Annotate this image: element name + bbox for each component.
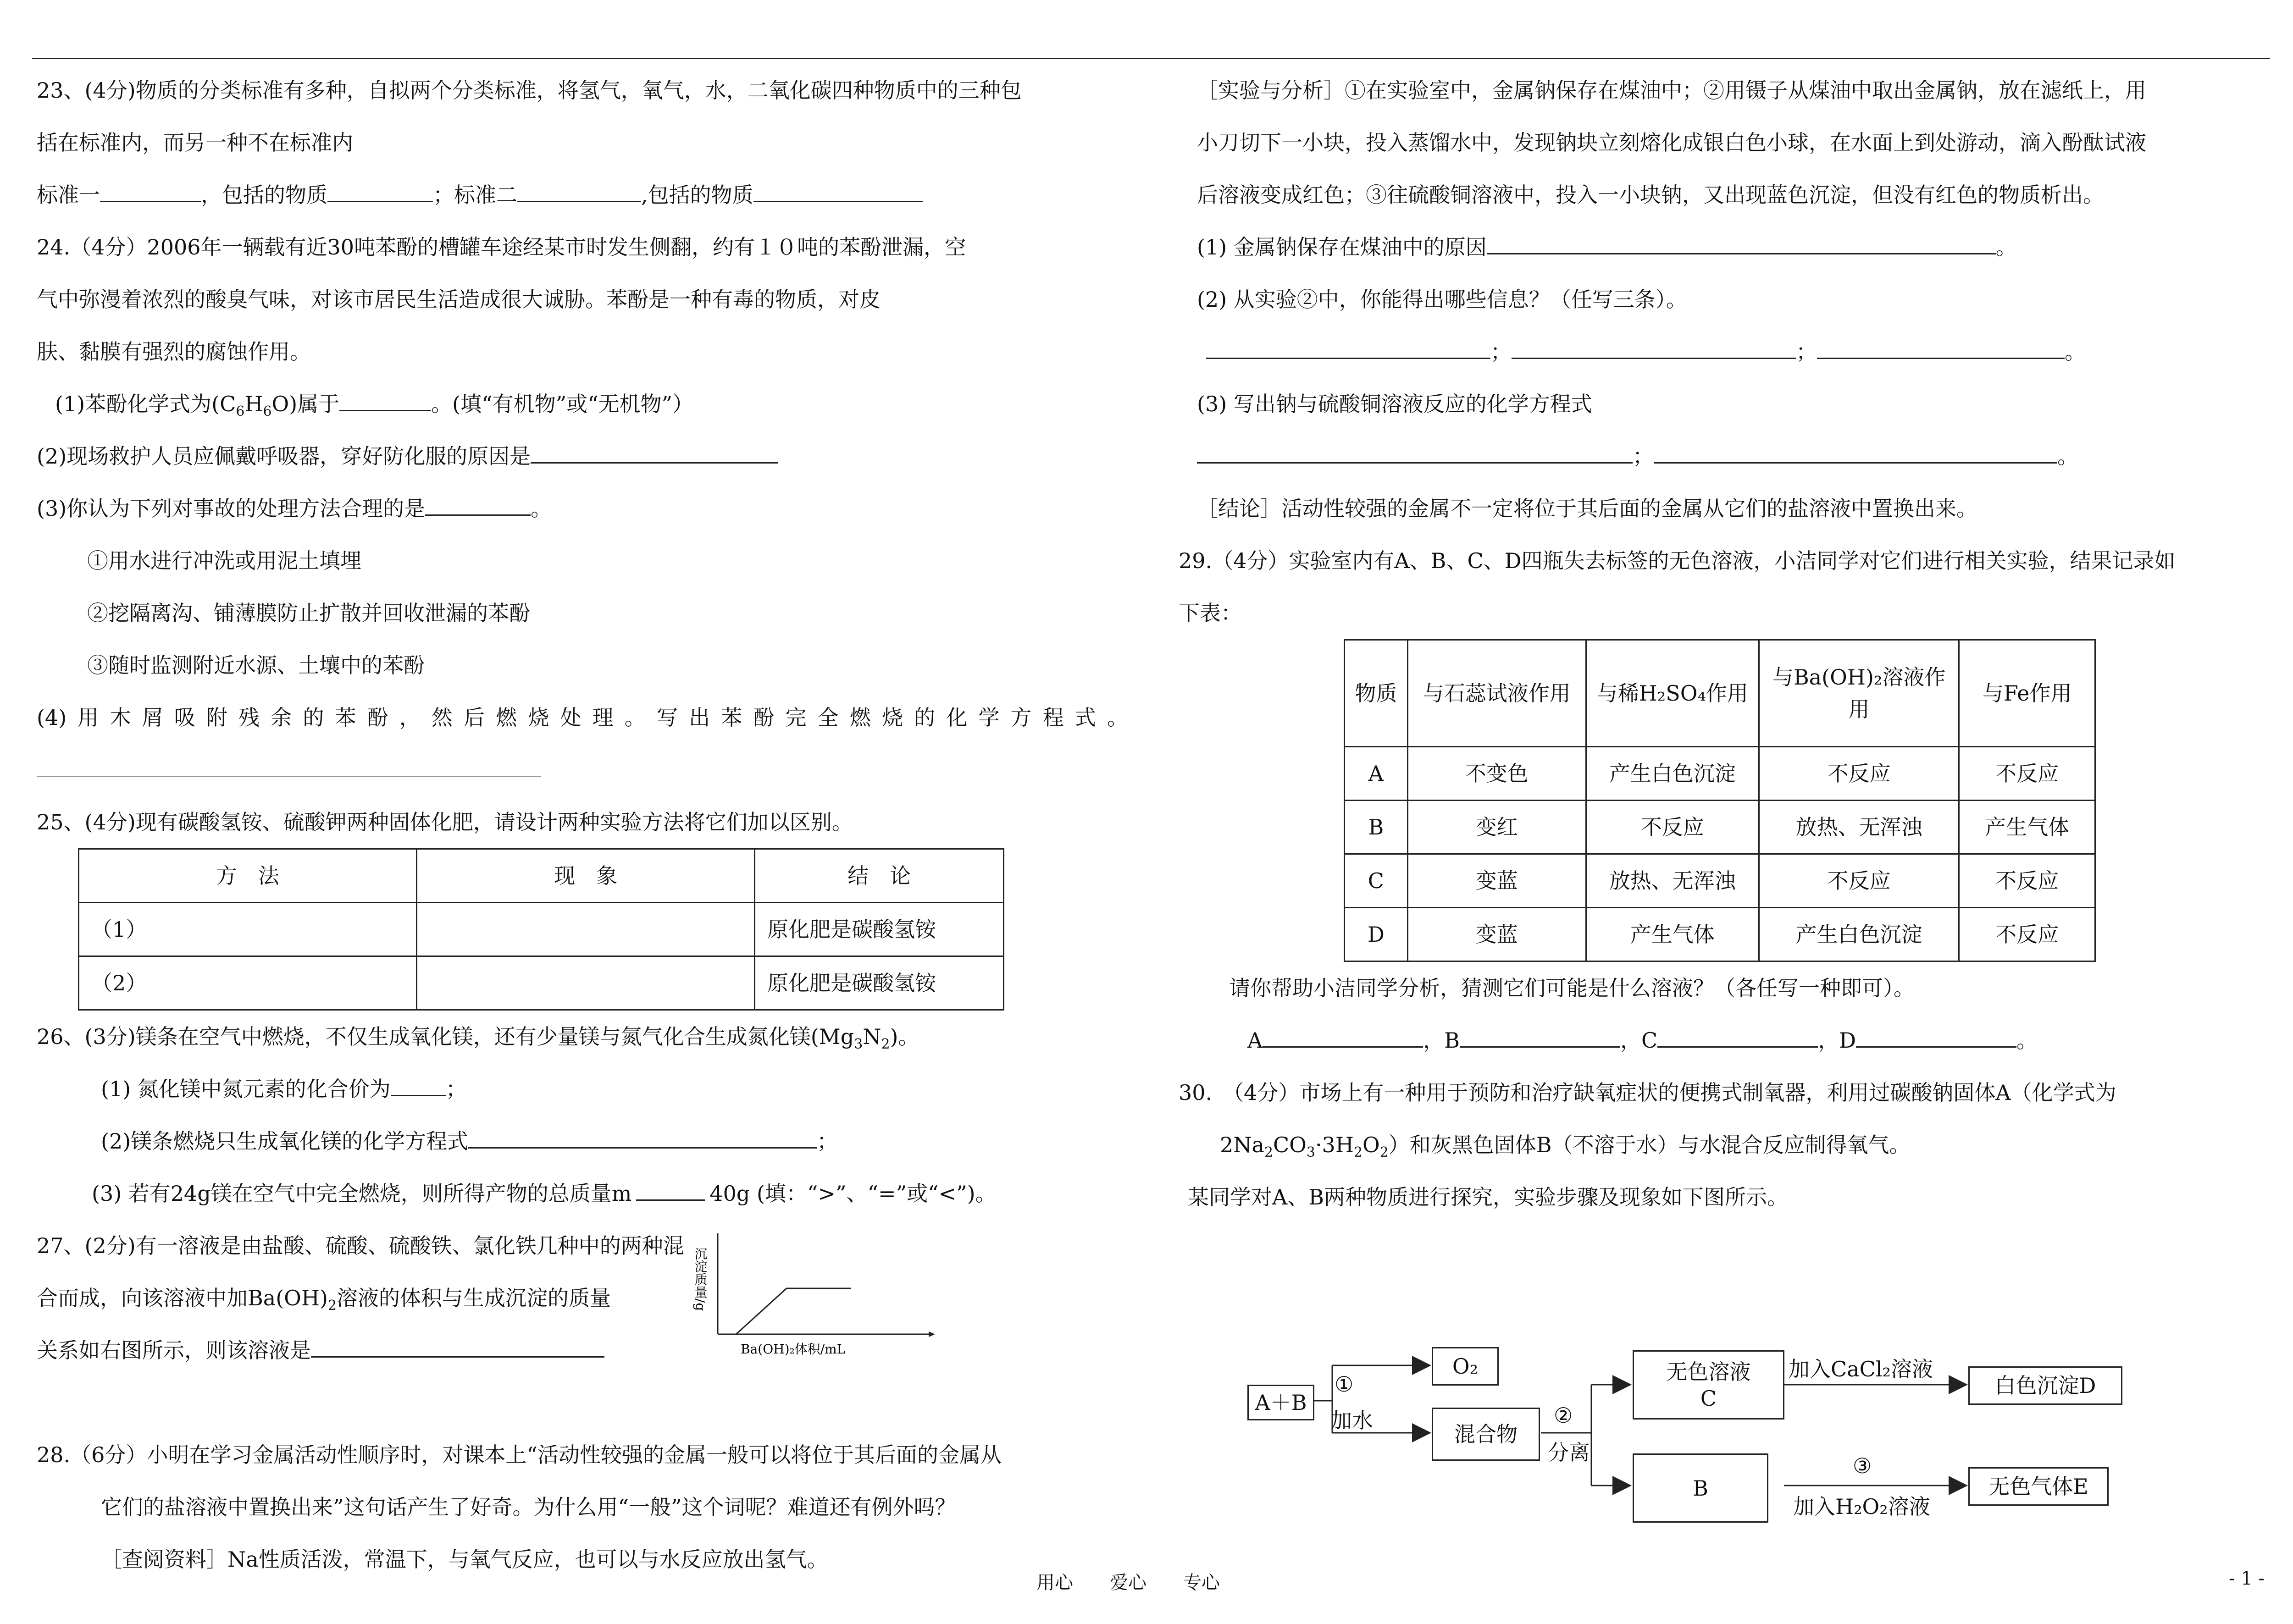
q24-part1 xyxy=(37,378,1160,430)
q29-answer-blank[interactable] xyxy=(1263,1028,1423,1048)
punctuation: 。 xyxy=(2057,444,2078,469)
q25-header-phenomenon: 现 象 xyxy=(417,849,755,903)
q29-label-a: A xyxy=(1247,1028,1263,1053)
q30-line1: 30. （4分）市场上有一种用于预防和治疗缺氧症状的便携式制氧器，利用过碳酸钠固体A（化学式为 xyxy=(1179,1080,2116,1105)
q24-option-3: ③随时监测附近水源、土壤中的苯酚 xyxy=(87,653,425,678)
q29-cell: A xyxy=(1345,747,1408,801)
q23-include-2-label: ,包括的物质 xyxy=(641,182,753,207)
flow-node-solution-c-letter: C xyxy=(1700,1386,1717,1411)
table-row xyxy=(79,903,1004,956)
q26-part1-text: (1) 氮化镁中氮元素的化合价为 xyxy=(101,1077,391,1101)
exp-line3: 后溶液变成红色；③往硫酸铜溶液中，投入一小块钠，又出现蓝色沉淀，但没有红色的物质析出。 xyxy=(1197,182,2104,207)
q26-text: )。 xyxy=(890,1024,919,1049)
q24-part2-text: (2)现场救护人员应佩戴呼吸器，穿好防化服的原因是 xyxy=(37,444,531,469)
q27-graph-xlabel: Ba(OH)₂体积/mL xyxy=(741,1342,846,1357)
subscript: 6 xyxy=(263,403,272,420)
q25-table xyxy=(78,848,1004,1011)
q29-cell: 产生气体 xyxy=(1586,908,1759,961)
q24-part1-text: H xyxy=(244,392,263,416)
q30-line2 xyxy=(1179,1119,2279,1171)
q24-part3-text: (3)你认为下列对事故的处理方法合理的是 xyxy=(37,496,426,521)
q25-cell-conclusion: 原化肥是碳酸氢铵 xyxy=(755,903,1004,956)
subscript: 2 xyxy=(1264,1144,1273,1161)
q27-graph-ylabel: 沉淀质量/g xyxy=(692,1247,708,1311)
flow-reagent-h2o2: 加入H₂O₂溶液 xyxy=(1793,1494,1930,1519)
q29-line1: 29.（4分）实验室内有A、B、C、D四瓶失去标签的无色溶液，小洁同学对它们进行相关实验，结果记录如 xyxy=(1179,548,2176,573)
flow-node-solution-c-text: 无色溶液 xyxy=(1666,1359,1751,1384)
q25-cell-conclusion: 原化肥是碳酸氢铵 xyxy=(755,956,1004,1010)
q29-answers xyxy=(1179,1014,2279,1066)
flow-step-2: ② xyxy=(1554,1403,1573,1428)
q24-part4-text: (4)用木屑吸附残余的苯酚，然后燃烧处理。写出苯酚完全燃烧的化学方程式。 xyxy=(37,705,1128,730)
q26-answer-blank[interactable] xyxy=(636,1181,705,1201)
q24-answer-blank[interactable] xyxy=(339,392,431,411)
q29-cell: 变蓝 xyxy=(1407,908,1586,961)
q23-include-1-label: ，包括的物质 xyxy=(201,182,327,207)
exp-part2-answers xyxy=(1179,326,2279,378)
q29-line2: 下表： xyxy=(1179,601,1242,625)
punctuation: 。 xyxy=(531,496,552,521)
q29-cell: 不反应 xyxy=(1759,854,1959,908)
q24-part4 xyxy=(37,691,1128,744)
q26-part3-text: (3) 若有24g镁在空气中完全燃烧，则所得产物的总质量m xyxy=(92,1181,632,1206)
q29-answer-blank[interactable] xyxy=(1856,1028,2016,1048)
q29-cell: 不反应 xyxy=(1959,854,2095,908)
punctuation: ； xyxy=(1490,339,1512,364)
q25-cell-method: （2） xyxy=(79,956,417,1010)
q29-header: 与Ba(OH)₂溶液作用 xyxy=(1759,640,1959,747)
subscript: 2 xyxy=(881,1036,890,1053)
exp-answer-blank[interactable] xyxy=(1817,339,2065,359)
q25-header-conclusion: 结 论 xyxy=(755,849,1004,903)
flow-step-2-label: 分离 xyxy=(1548,1440,1590,1465)
q30-flowchart xyxy=(1229,1320,2146,1531)
flow-node-precipitate-d: 白色沉淀D xyxy=(1968,1366,2122,1405)
q29-ask: 请你帮助小洁同学分析，猜测它们可能是什么溶液？（各任写一种即可）。 xyxy=(1229,976,1915,1000)
q26-line1 xyxy=(37,1011,1160,1063)
q23-answer-blank[interactable] xyxy=(100,182,201,202)
q23-line3 xyxy=(37,169,1160,221)
table-row xyxy=(1345,854,2095,908)
q30-line3: 某同学对A、B两种物质进行探究，实验步骤及现象如下图所示。 xyxy=(1188,1185,1789,1210)
q29-cell: B xyxy=(1345,801,1408,854)
q26-part3-hint: 40g (填：“>”、“=”或“<”)。 xyxy=(709,1181,997,1206)
punctuation: ； xyxy=(445,1077,467,1101)
punctuation: 。 xyxy=(2065,339,2086,364)
q29-cell: 变红 xyxy=(1407,801,1586,854)
left-column xyxy=(37,64,1160,1585)
q24-option-1: ①用水进行冲洗或用泥土填埋 xyxy=(87,548,361,573)
q26-part2-text: (2)镁条燃烧只生成氧化镁的化学方程式 xyxy=(101,1129,469,1154)
q24-part3 xyxy=(37,482,1160,535)
table-row xyxy=(1345,801,2095,854)
q27-text: 合而成，向该溶液中加Ba(OH) xyxy=(37,1286,328,1310)
q25-cell-phenomenon[interactable] xyxy=(417,956,755,1010)
q29-label-d: ，D xyxy=(1818,1028,1856,1053)
q27-graph-arrow xyxy=(929,1331,935,1337)
table-row xyxy=(79,956,1004,1010)
q26-answer-blank[interactable] xyxy=(468,1129,817,1149)
q29-cell: 放热、无浑浊 xyxy=(1759,801,1959,854)
q29-cell: 不反应 xyxy=(1586,801,1759,854)
q29-header: 物质 xyxy=(1345,640,1408,747)
punctuation: 。 xyxy=(1995,235,2017,260)
q23-line1: 23、(4分)物质的分类标准有多种，自拟两个分类标准，将氢气，氧气，水，二氧化碳四种物质中的三种包 xyxy=(37,78,1022,103)
q29-cell: 产生白色沉淀 xyxy=(1759,908,1959,961)
q30-formula: 2Na xyxy=(1220,1132,1264,1157)
header-rule xyxy=(32,58,2270,59)
q24-part4-answer-line xyxy=(37,744,1160,796)
q29-cell: C xyxy=(1345,854,1408,908)
q29-header: 与稀H₂SO₄作用 xyxy=(1586,640,1759,747)
q23-standard-1-label: 标准一 xyxy=(37,182,100,207)
q25-cell-phenomenon[interactable] xyxy=(417,903,755,956)
q24-answer-blank[interactable] xyxy=(531,444,778,464)
q29-answer-blank[interactable] xyxy=(1657,1028,1818,1048)
q24-part1-text: O)属于 xyxy=(271,392,340,416)
q25-header-method: 方 法 xyxy=(79,849,417,903)
q26-part3 xyxy=(37,1167,1160,1220)
q28-line3: ［查阅资料］Na性质活泼，常温下，与氧气反应，也可以与水反应放出氢气。 xyxy=(101,1547,828,1572)
exp-line1: ［实验与分析］①在实验室中，金属钠保存在煤油中；②用镊子从煤油中取出金属钠，放在滤纸上，用 xyxy=(1197,78,2146,103)
exp-answer-blank[interactable] xyxy=(1197,444,1633,464)
q23-line2: 括在标准内，而另一种不在标准内 xyxy=(37,130,353,155)
q25-line1: 25、(4分)现有碳酸氢铵、硫酸钾两种固体化肥，请设计两种实验方法将它们加以区别。 xyxy=(37,810,853,834)
table-row xyxy=(1345,747,2095,801)
flow-step-1: ① xyxy=(1335,1372,1354,1397)
q29-label-b: ，B xyxy=(1423,1028,1460,1053)
flow-reagent-cacl2: 加入CaCl₂溶液 xyxy=(1789,1357,1933,1381)
subscript: 6 xyxy=(236,403,245,420)
q30-formula: CO xyxy=(1273,1132,1307,1157)
flow-node-solution-c xyxy=(1633,1350,1784,1420)
q24-line3: 肤、黏膜有强烈的腐蚀作用。 xyxy=(37,339,311,364)
q30-formula: ·3H xyxy=(1315,1132,1354,1157)
q26-text: 26、(3分)镁条在空气中燃烧，不仅生成氧化镁，还有少量镁与氮气化合生成氮化镁(Mg xyxy=(37,1024,854,1049)
q29-cell: 不反应 xyxy=(1959,747,2095,801)
q26-part1 xyxy=(37,1063,1160,1115)
exp-answer-blank[interactable] xyxy=(1487,235,1996,254)
q29-answer-blank[interactable] xyxy=(1460,1028,1620,1048)
q27-graph-curve xyxy=(736,1288,851,1334)
flow-step-1-label: 加水 xyxy=(1331,1408,1373,1433)
q24-part1-text: (1)苯酚化学式为(C xyxy=(55,392,236,416)
q29-header: 与石蕊试液作用 xyxy=(1407,640,1586,747)
q29-cell: 不变色 xyxy=(1407,747,1586,801)
q28-line2: 它们的盐溶液中置换出来”这句话产生了好奇。为什么用“一般”这个词呢？难道还有例外吗？ xyxy=(101,1495,956,1519)
q29-cell: 放热、无浑浊 xyxy=(1586,854,1759,908)
q27-text: 关系如右图所示，则该溶液是 xyxy=(37,1338,311,1363)
q29-cell: 不反应 xyxy=(1959,908,2095,961)
q24-answer-blank[interactable] xyxy=(425,496,531,516)
q25-cell-method: （1） xyxy=(79,903,417,956)
subscript: 3 xyxy=(1306,1144,1315,1161)
exp-conclusion: ［结论］活动性较强的金属不一定将位于其后面的金属从它们的盐溶液中置换出来。 xyxy=(1197,496,1977,521)
flow-node-a-plus-b: A＋B xyxy=(1247,1385,1314,1420)
page-number: - 1 - xyxy=(2229,1568,2265,1589)
q27-line1: 27、(2分)有一溶液是由盐酸、硫酸、硫酸铁、氯化铁几种中的两种混 xyxy=(37,1233,684,1258)
q23-answer-blank[interactable] xyxy=(327,182,433,202)
flow-node-b: B xyxy=(1633,1453,1768,1523)
exp-line2: 小刀切下一小块，投入蒸馏水中，发现钠块立刻熔化成银白色小球，在水面上到处游动，滴入酚酞试液 xyxy=(1197,130,2146,155)
subscript: 3 xyxy=(854,1036,863,1053)
q29-table xyxy=(1344,639,2096,962)
q24-answer-blank[interactable] xyxy=(37,758,541,777)
exp-answer-blank[interactable] xyxy=(1654,444,2057,464)
exp-part3-answers xyxy=(1179,430,2279,482)
q30-text: ）和灰黑色固体B（不溶于水）与水混合反应制得氧气。 xyxy=(1388,1132,1911,1157)
q24-line1: 24.（4分）2006年一辆载有近30吨苯酚的槽罐车途经某市时发生侧翻，约有１０吨的苯酚泄漏，空 xyxy=(37,235,966,260)
right-column xyxy=(1179,64,2279,1223)
subscript: 2 xyxy=(327,1298,337,1314)
q30-formula: O xyxy=(1362,1132,1380,1157)
exp-answer-blank[interactable] xyxy=(1206,339,1490,359)
spacer xyxy=(37,1376,1160,1429)
q23-answer-blank[interactable] xyxy=(753,182,923,202)
punctuation: ； xyxy=(817,1129,838,1154)
q29-header: 与Fe作用 xyxy=(1959,640,2095,747)
q29-cell: 产生气体 xyxy=(1959,801,2095,854)
punctuation: ； xyxy=(1796,339,1817,364)
q27-text: 溶液的体积与生成沉淀的质量 xyxy=(336,1286,611,1310)
flow-node-mixture: 混合物 xyxy=(1432,1408,1540,1461)
subscript: 2 xyxy=(1379,1144,1389,1161)
footer-motto: 用心 爱心 专心 xyxy=(1036,1572,1220,1593)
flow-step-3: ③ xyxy=(1853,1453,1872,1478)
q29-cell: D xyxy=(1345,908,1408,961)
q24-line2: 气中弥漫着浓烈的酸臭气味，对该市居民生活造成很大诚胁。苯酚是一种有毒的物质，对皮 xyxy=(37,287,881,312)
punctuation: 。 xyxy=(2016,1028,2038,1053)
subscript: 2 xyxy=(1353,1144,1363,1161)
exp-part1 xyxy=(1179,221,2279,273)
flow-node-o2: O₂ xyxy=(1432,1347,1499,1386)
exp-part2: (2) 从实验②中，你能得出哪些信息？（任写三条）。 xyxy=(1197,287,1687,312)
q28-line1: 28.（6分）小明在学习金属活动性顺序时，对课本上“活动性较强的金属一般可以将位于其后面的金属从 xyxy=(37,1442,1002,1467)
q26-answer-blank[interactable] xyxy=(391,1077,446,1096)
q27-line3 xyxy=(37,1324,1160,1376)
q23-answer-blank[interactable] xyxy=(517,182,641,202)
q29-label-c: ，C xyxy=(1620,1028,1658,1053)
q24-part2 xyxy=(37,430,1160,482)
q27-answer-blank[interactable] xyxy=(311,1338,604,1358)
flow-node-gas-e: 无色气体E xyxy=(1968,1467,2109,1506)
exp-part3: (3) 写出钠与硫酸铜溶液反应的化学方程式 xyxy=(1197,392,1592,416)
q27-precipitate-graph xyxy=(690,1229,938,1366)
punctuation: ； xyxy=(1633,444,1654,469)
q27-line2 xyxy=(37,1272,1160,1324)
q24-part1-hint: 。(填“有机物”或“无机物”） xyxy=(431,392,694,416)
q26-text: N xyxy=(863,1024,881,1049)
table-row xyxy=(1345,908,2095,961)
q26-part2 xyxy=(37,1115,1160,1167)
q29-cell: 产生白色沉淀 xyxy=(1586,747,1759,801)
exp-answer-blank[interactable] xyxy=(1512,339,1796,359)
exp-part1-text: (1) 金属钠保存在煤油中的原因 xyxy=(1197,235,1487,260)
q29-cell: 不反应 xyxy=(1759,747,1959,801)
q24-option-2: ②挖隔离沟、铺薄膜防止扩散并回收泄漏的苯酚 xyxy=(87,601,530,625)
q23-standard-2-label: ；标准二 xyxy=(433,182,517,207)
q29-cell: 变蓝 xyxy=(1407,854,1586,908)
